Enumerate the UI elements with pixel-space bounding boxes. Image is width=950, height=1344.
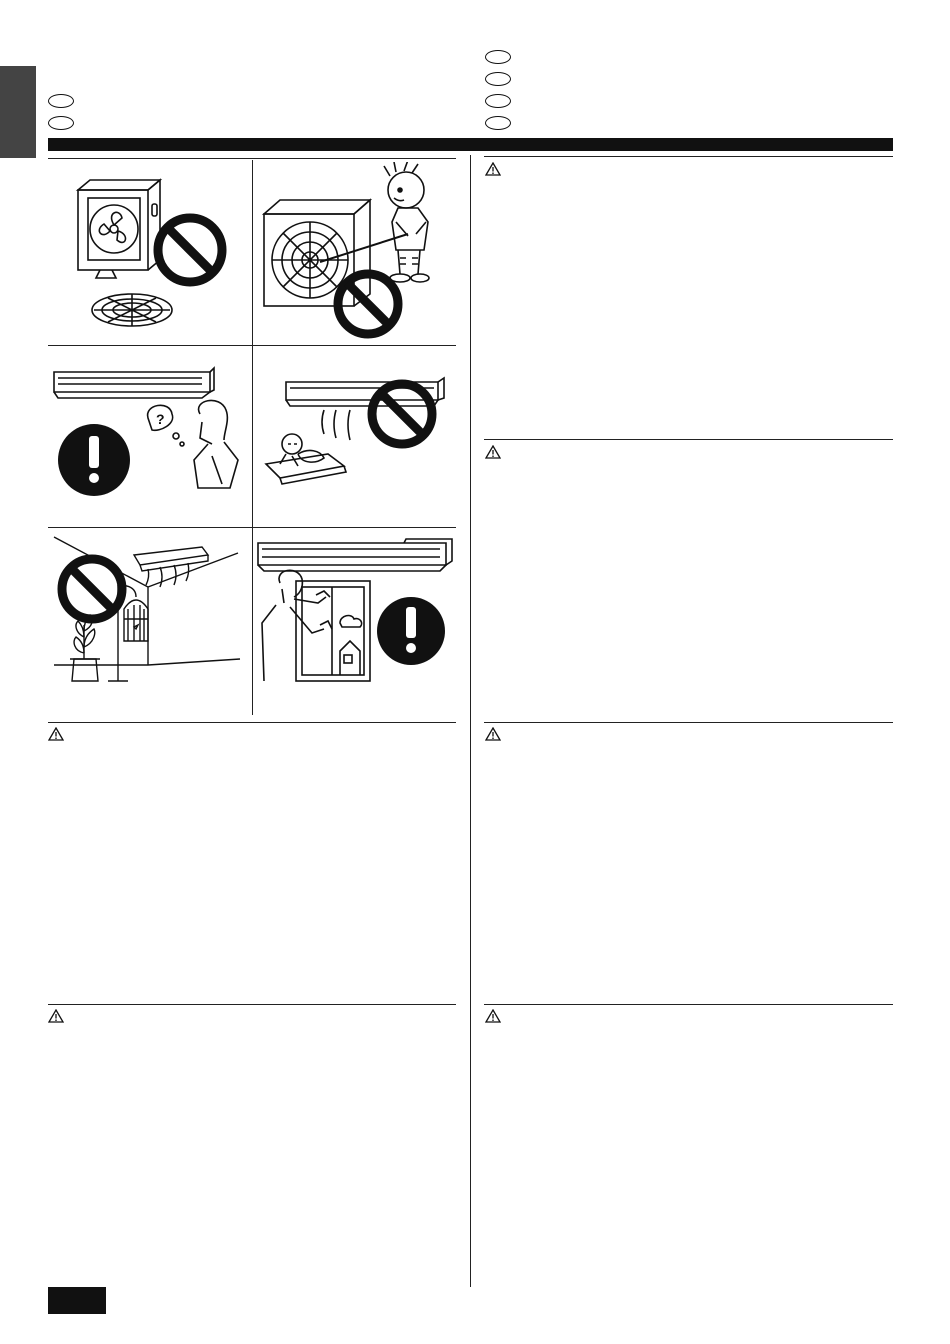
mandatory-icon (58, 424, 130, 496)
svg-text:?: ? (156, 411, 165, 427)
section-rule (484, 722, 893, 723)
column-divider (470, 155, 471, 1287)
language-marker-oval (485, 116, 511, 130)
caution-icon (48, 727, 64, 741)
prohibition-icon (372, 384, 432, 444)
language-marker-oval (485, 50, 511, 64)
prohibition-icon (338, 274, 398, 334)
grid-rule (48, 345, 456, 346)
section-rule (484, 439, 893, 440)
caution-icon (485, 727, 501, 741)
language-marker-oval (485, 72, 511, 86)
mandatory-icon (377, 597, 445, 665)
language-side-tab (0, 66, 36, 158)
caution-icon (485, 1009, 501, 1023)
page-number-badge (48, 1287, 106, 1314)
section-rule (48, 722, 456, 723)
grid-rule (48, 158, 456, 159)
caution-icon (48, 1009, 64, 1023)
prohibition-icon (158, 218, 222, 282)
caution-icon (485, 162, 501, 176)
grid-divider (252, 160, 253, 715)
illustration-outdoor-unit-guard (60, 168, 245, 333)
prohibition-icon (62, 559, 122, 619)
section-rule (484, 1004, 893, 1005)
illustration-open-window (256, 533, 456, 693)
illustration-person-question (52, 360, 250, 510)
section-rule (484, 156, 893, 157)
illustration-plant-birdcage (50, 533, 250, 693)
illustration-child-stick-fan (258, 162, 456, 342)
illustration-baby-airflow (258, 360, 456, 510)
language-marker-oval (485, 94, 511, 108)
header-bar (48, 138, 893, 151)
language-marker-oval (48, 94, 74, 108)
caution-icon (485, 445, 501, 459)
grid-rule (48, 527, 456, 528)
language-marker-oval (48, 116, 74, 130)
section-rule (48, 1004, 456, 1005)
